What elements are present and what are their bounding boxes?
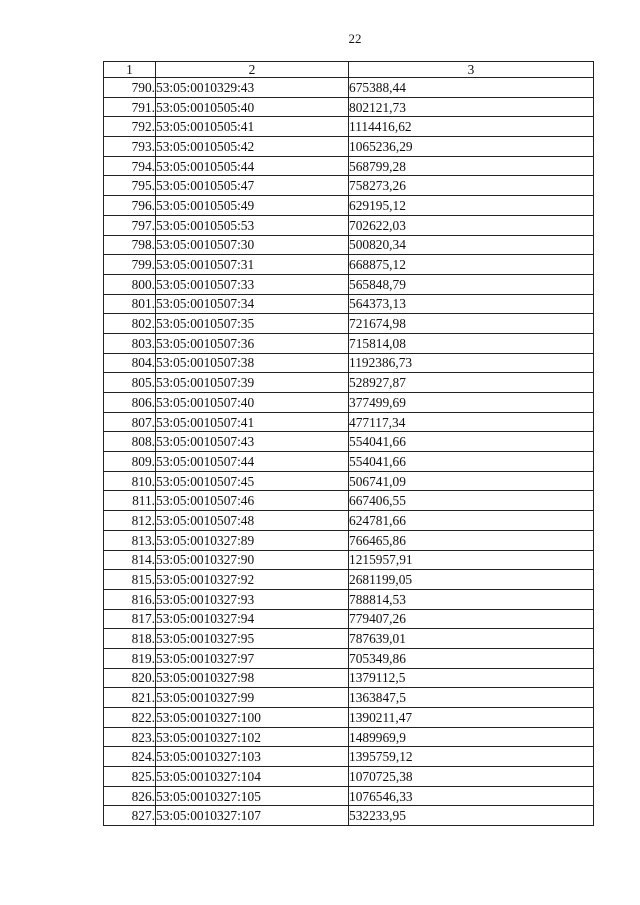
row-number-cell: 807. — [104, 412, 156, 432]
cadastral-number-cell: 53:05:0010327:102 — [156, 727, 349, 747]
cadastral-number-cell: 53:05:0010327:89 — [156, 530, 349, 550]
row-number-cell: 805. — [104, 373, 156, 393]
cadastral-value-cell: 668875,12 — [349, 255, 594, 275]
row-number-cell: 795. — [104, 176, 156, 196]
cadastral-number-cell: 53:05:0010507:48 — [156, 511, 349, 531]
row-number-cell: 811. — [104, 491, 156, 511]
cadastral-number-cell: 53:05:0010507:35 — [156, 314, 349, 334]
cadastral-number-cell: 53:05:0010327:97 — [156, 648, 349, 668]
cadastral-value-cell: 624781,66 — [349, 511, 594, 531]
cadastral-number-cell: 53:05:0010507:34 — [156, 294, 349, 314]
table-row — [104, 609, 594, 629]
row-number-cell: 825. — [104, 767, 156, 787]
cadastral-value-cell: 1065236,29 — [349, 137, 594, 157]
cadastral-value-cell: 564373,13 — [349, 294, 594, 314]
cadastral-value-cell: 766465,86 — [349, 530, 594, 550]
column-header-cadastral-number: 2 — [156, 62, 349, 78]
cadastral-value-cell: 721674,98 — [349, 314, 594, 334]
table-row — [104, 333, 594, 353]
table-row — [104, 432, 594, 452]
table-row — [104, 648, 594, 668]
cadastral-value-cell: 568799,28 — [349, 156, 594, 176]
table-row — [104, 274, 594, 294]
table-row — [104, 589, 594, 609]
table-row — [104, 491, 594, 511]
table-row — [104, 412, 594, 432]
row-number-cell: 794. — [104, 156, 156, 176]
cadastral-value-cell: 528927,87 — [349, 373, 594, 393]
cadastral-number-cell: 53:05:0010507:46 — [156, 491, 349, 511]
cadastral-number-cell: 53:05:0010505:53 — [156, 215, 349, 235]
cadastral-value-cell: 702622,03 — [349, 215, 594, 235]
row-number-cell: 801. — [104, 294, 156, 314]
cadastral-value-cell: 565848,79 — [349, 274, 594, 294]
cadastral-value-cell: 629195,12 — [349, 196, 594, 216]
cadastral-number-cell: 53:05:0010327:104 — [156, 767, 349, 787]
table-row — [104, 117, 594, 137]
cadastral-value-cell: 715814,08 — [349, 333, 594, 353]
row-number-cell: 806. — [104, 393, 156, 413]
cadastral-number-cell: 53:05:0010327:99 — [156, 688, 349, 708]
cadastral-number-cell: 53:05:0010327:92 — [156, 570, 349, 590]
row-number-cell: 813. — [104, 530, 156, 550]
row-number-cell: 810. — [104, 471, 156, 491]
column-header-number: 1 — [104, 62, 156, 78]
table-row — [104, 629, 594, 649]
row-number-cell: 823. — [104, 727, 156, 747]
cadastral-value-cell: 500820,34 — [349, 235, 594, 255]
cadastral-number-cell: 53:05:0010327:93 — [156, 589, 349, 609]
cadastral-number-cell: 53:05:0010507:44 — [156, 452, 349, 472]
table-row — [104, 727, 594, 747]
table-row — [104, 314, 594, 334]
row-number-cell: 809. — [104, 452, 156, 472]
cadastral-value-cell: 1114416,62 — [349, 117, 594, 137]
cadastral-number-cell: 53:05:0010507:33 — [156, 274, 349, 294]
row-number-cell: 812. — [104, 511, 156, 531]
table-row — [104, 353, 594, 373]
cadastral-value-cell: 705349,86 — [349, 648, 594, 668]
table-row — [104, 452, 594, 472]
row-number-cell: 800. — [104, 274, 156, 294]
cadastral-number-cell: 53:05:0010327:100 — [156, 708, 349, 728]
cadastral-value-cell: 675388,44 — [349, 78, 594, 98]
cadastral-number-cell: 53:05:0010507:38 — [156, 353, 349, 373]
row-number-cell: 792. — [104, 117, 156, 137]
cadastral-number-cell: 53:05:0010507:31 — [156, 255, 349, 275]
row-number-cell: 802. — [104, 314, 156, 334]
cadastral-value-cell: 2681199,05 — [349, 570, 594, 590]
cadastral-number-cell: 53:05:0010505:47 — [156, 176, 349, 196]
table-row — [104, 255, 594, 275]
row-number-cell: 808. — [104, 432, 156, 452]
cadastral-number-cell: 53:05:0010507:36 — [156, 333, 349, 353]
row-number-cell: 822. — [104, 708, 156, 728]
table-row — [104, 708, 594, 728]
cadastral-number-cell: 53:05:0010505:42 — [156, 137, 349, 157]
table-row — [104, 806, 594, 826]
row-number-cell: 799. — [104, 255, 156, 275]
cadastral-value-cell: 1395759,12 — [349, 747, 594, 767]
row-number-cell: 827. — [104, 806, 156, 826]
cadastral-number-cell: 53:05:0010505:44 — [156, 156, 349, 176]
cadastral-number-cell: 53:05:0010327:94 — [156, 609, 349, 629]
table-row — [104, 373, 594, 393]
table-row — [104, 747, 594, 767]
table-row — [104, 511, 594, 531]
table-row — [104, 176, 594, 196]
cadastral-value-cell: 554041,66 — [349, 432, 594, 452]
cadastral-number-cell: 53:05:0010507:30 — [156, 235, 349, 255]
cadastral-value-cell: 1363847,5 — [349, 688, 594, 708]
cadastral-value-cell: 1390211,47 — [349, 708, 594, 728]
table-row — [104, 294, 594, 314]
row-number-cell: 797. — [104, 215, 156, 235]
table-row — [104, 767, 594, 787]
table-row — [104, 688, 594, 708]
row-number-cell: 815. — [104, 570, 156, 590]
cadastral-number-cell: 53:05:0010505:40 — [156, 97, 349, 117]
page-number: 22 — [348, 31, 362, 46]
cadastral-value-cell: 758273,26 — [349, 176, 594, 196]
cadastral-value-cell: 1192386,73 — [349, 353, 594, 373]
table-row — [104, 235, 594, 255]
row-number-cell: 819. — [104, 648, 156, 668]
table-row — [104, 668, 594, 688]
row-number-cell: 821. — [104, 688, 156, 708]
cadastral-value-cell: 779407,26 — [349, 609, 594, 629]
row-number-cell: 826. — [104, 786, 156, 806]
column-header-value: 3 — [349, 62, 594, 78]
cadastral-value-cell: 802121,73 — [349, 97, 594, 117]
cadastral-number-cell: 53:05:0010507:40 — [156, 393, 349, 413]
row-number-cell: 824. — [104, 747, 156, 767]
table-row — [104, 471, 594, 491]
table-row — [104, 97, 594, 117]
row-number-cell: 818. — [104, 629, 156, 649]
cadastral-value-cell: 1076546,33 — [349, 786, 594, 806]
table-header-row — [104, 62, 594, 78]
cadastral-value-cell: 1489969,9 — [349, 727, 594, 747]
table-row — [104, 530, 594, 550]
cadastral-value-cell: 787639,01 — [349, 629, 594, 649]
cadastral-number-cell: 53:05:0010327:90 — [156, 550, 349, 570]
cadastral-value-cell: 1215957,91 — [349, 550, 594, 570]
table-row — [104, 156, 594, 176]
cadastral-number-cell: 53:05:0010327:98 — [156, 668, 349, 688]
table-row — [104, 570, 594, 590]
row-number-cell: 793. — [104, 137, 156, 157]
cadastral-number-cell: 53:05:0010327:103 — [156, 747, 349, 767]
cadastral-number-cell: 53:05:0010505:41 — [156, 117, 349, 137]
table-row — [104, 393, 594, 413]
row-number-cell: 798. — [104, 235, 156, 255]
table-row — [104, 550, 594, 570]
table-row — [104, 215, 594, 235]
cadastral-value-cell: 667406,55 — [349, 491, 594, 511]
cadastral-value-cell: 554041,66 — [349, 452, 594, 472]
cadastral-number-cell: 53:05:0010505:49 — [156, 196, 349, 216]
cadastral-number-cell: 53:05:0010329:43 — [156, 78, 349, 98]
cadastral-number-cell: 53:05:0010507:41 — [156, 412, 349, 432]
cadastral-value-cell: 788814,53 — [349, 589, 594, 609]
row-number-cell: 804. — [104, 353, 156, 373]
cadastral-number-cell: 53:05:0010327:105 — [156, 786, 349, 806]
table-row — [104, 78, 594, 98]
row-number-cell: 817. — [104, 609, 156, 629]
cadastral-number-cell: 53:05:0010327:95 — [156, 629, 349, 649]
cadastral-number-cell: 53:05:0010327:107 — [156, 806, 349, 826]
table-body — [104, 78, 594, 826]
cadastral-value-cell: 1379112,5 — [349, 668, 594, 688]
cadastral-value-cell: 377499,69 — [349, 393, 594, 413]
row-number-cell: 790. — [104, 78, 156, 98]
table-row — [104, 137, 594, 157]
table-row — [104, 786, 594, 806]
cadastral-number-cell: 53:05:0010507:43 — [156, 432, 349, 452]
row-number-cell: 791. — [104, 97, 156, 117]
cadastral-value-cell: 532233,95 — [349, 806, 594, 826]
table-row — [104, 196, 594, 216]
cadastral-value-cell: 477117,34 — [349, 412, 594, 432]
row-number-cell: 796. — [104, 196, 156, 216]
row-number-cell: 803. — [104, 333, 156, 353]
cadastral-value-table — [103, 61, 594, 826]
row-number-cell: 814. — [104, 550, 156, 570]
row-number-cell: 820. — [104, 668, 156, 688]
row-number-cell: 816. — [104, 589, 156, 609]
cadastral-number-cell: 53:05:0010507:45 — [156, 471, 349, 491]
cadastral-value-cell: 506741,09 — [349, 471, 594, 491]
cadastral-value-cell: 1070725,38 — [349, 767, 594, 787]
cadastral-number-cell: 53:05:0010507:39 — [156, 373, 349, 393]
